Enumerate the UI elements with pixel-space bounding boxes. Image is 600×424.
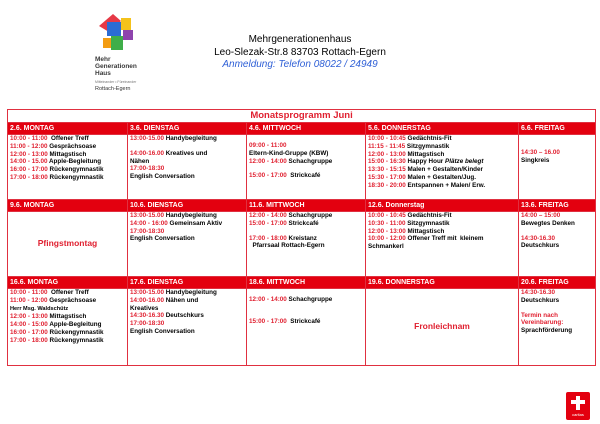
entry-activity: Gemeinsam Aktiv bbox=[167, 219, 223, 227]
entry-note: Plätze belegt bbox=[445, 158, 484, 166]
day-header: 2.6. MONTAG bbox=[8, 123, 128, 135]
schedule-entry bbox=[10, 297, 125, 305]
day-header: 20.6. FREITAG bbox=[519, 277, 596, 289]
schedule-entry bbox=[368, 135, 516, 143]
schedule-entry bbox=[10, 151, 125, 159]
entry-activity: Herr Msg. Waldschütz bbox=[10, 305, 69, 312]
entry-time: 14:30 – 16.00 bbox=[521, 149, 560, 156]
entry-activity: Offener Treff bbox=[47, 135, 89, 142]
schedule-entry bbox=[368, 220, 516, 228]
schedule-entry bbox=[249, 172, 363, 180]
entry-activity: Strickcafé bbox=[286, 172, 321, 180]
schedule-entry bbox=[10, 321, 125, 329]
schedule-entry bbox=[368, 243, 516, 251]
entry-time: 14:30-16.30 bbox=[521, 234, 555, 242]
schedule-entry bbox=[130, 212, 244, 220]
entry-activity: Kreatives und bbox=[163, 149, 208, 157]
schedule-entry bbox=[10, 143, 125, 151]
monthly-program-table bbox=[7, 109, 596, 366]
entry-time: 13:00-15.00 bbox=[130, 289, 164, 296]
entry-activity: Gedächtnis-Fit bbox=[405, 135, 452, 142]
entry-activity: Sitzgymnastik bbox=[405, 142, 450, 150]
entry-time: 12:00 - 14:00 bbox=[249, 296, 287, 303]
schedule-entry bbox=[130, 135, 244, 143]
entry-time: 12:00 - 13:00 bbox=[368, 150, 406, 158]
day-header: 4.6. MITTWOCH bbox=[247, 123, 366, 135]
day-schedule bbox=[128, 212, 247, 277]
entry-time: 15:00 - 17:00 bbox=[249, 317, 287, 325]
day-schedule bbox=[519, 212, 596, 277]
entry-activity: Rückengymnastik bbox=[47, 166, 104, 174]
entry-time: 17:00 - 18:00 bbox=[249, 234, 287, 242]
week-content-row bbox=[8, 289, 596, 366]
entry-time: 11:15 - 11:45 bbox=[368, 142, 406, 150]
entry-activity: Mittagstisch bbox=[405, 227, 445, 235]
day-header: 6.6. FREITAG bbox=[519, 123, 596, 135]
entry-activity: Gesprächsoase bbox=[47, 142, 97, 150]
schedule-entry bbox=[130, 289, 244, 297]
entry-activity: Eltern-Kind-Gruppe (KBW) bbox=[249, 149, 329, 157]
entry-activity: Entspannen + Malen/ Erw. bbox=[405, 181, 486, 189]
schedule-entry bbox=[130, 228, 244, 236]
schedule-entry bbox=[368, 151, 516, 159]
schedule-entry bbox=[249, 296, 363, 304]
entry-time: 15:00 - 16:30 bbox=[368, 158, 406, 166]
entry-activity: English Conversation bbox=[130, 235, 195, 243]
entry-activity: Sprachförderung bbox=[521, 327, 573, 335]
day-header: 9.6. MONTAG bbox=[8, 200, 128, 212]
schedule-entry bbox=[130, 305, 244, 313]
entry-activity: Handybegleitung bbox=[163, 289, 217, 296]
schedule-entry bbox=[10, 305, 125, 314]
day-schedule bbox=[519, 289, 596, 366]
schedule-entry bbox=[368, 212, 516, 220]
entry-time: 18:30 - 20:00 bbox=[368, 181, 406, 189]
entry-time: 13:30 - 15:15 bbox=[368, 166, 406, 174]
entry-time: 10:00 - 10:45 bbox=[368, 135, 406, 142]
schedule-entry bbox=[368, 174, 516, 182]
house-logo-icon bbox=[95, 12, 145, 54]
entry-activity: Strickcafé bbox=[286, 219, 319, 227]
day-schedule bbox=[247, 135, 366, 200]
schedule-entry bbox=[249, 142, 363, 150]
schedule-entry bbox=[249, 318, 363, 326]
mehrgenerationenhaus-logo bbox=[95, 12, 165, 92]
schedule-entry bbox=[10, 166, 125, 174]
day-schedule bbox=[366, 289, 519, 366]
entry-time: 10:00 - 12:00 bbox=[368, 235, 406, 243]
schedule-entry bbox=[249, 242, 363, 250]
day-header-row bbox=[8, 200, 596, 212]
entry-time: 17:00 - 18:00 bbox=[10, 173, 48, 181]
note-text: Vereinbarung: bbox=[521, 319, 564, 327]
day-header: 13.6. FREITAG bbox=[519, 200, 596, 212]
schedule-entry bbox=[249, 158, 363, 166]
day-header-row bbox=[8, 123, 596, 135]
day-header: 12.6. Donnerstag bbox=[366, 200, 519, 212]
schedule-entry bbox=[249, 212, 363, 220]
day-schedule bbox=[519, 135, 596, 200]
entry-activity: Nähen bbox=[130, 157, 150, 165]
week-content-row bbox=[8, 135, 596, 200]
entry-time: 12:00 - 13:00 bbox=[10, 313, 48, 321]
schedule-entry bbox=[10, 135, 125, 143]
schedule-entry bbox=[521, 157, 593, 165]
day-schedule bbox=[247, 212, 366, 277]
entry-time: 17:00 - 18:00 bbox=[10, 336, 48, 344]
schedule-entry bbox=[130, 312, 244, 320]
entry-time: 10:30 - 11:00 bbox=[368, 219, 406, 227]
entry-time: 15:00 - 17:00 bbox=[249, 172, 287, 180]
entry-activity: Offener Treff bbox=[47, 289, 89, 296]
note-text: Termin nach bbox=[521, 311, 558, 319]
entry-activity: Gedächtnis-Fit bbox=[405, 212, 452, 219]
entry-time: 10:00 - 10:45 bbox=[368, 212, 406, 219]
holiday-label: Pfingstmontag bbox=[37, 238, 98, 249]
entry-time: 14:00 - 16:00 bbox=[130, 219, 168, 227]
entry-time: 16:00 - 17:00 bbox=[10, 328, 48, 336]
entry-time: 13:00-15.00 bbox=[130, 212, 164, 219]
day-header: 10.6. DIENSTAG bbox=[128, 200, 247, 212]
organization-name: Mehrgenerationenhaus bbox=[248, 34, 352, 45]
entry-activity: Mittagstisch bbox=[47, 313, 87, 321]
schedule-entry bbox=[10, 289, 125, 297]
schedule-entry bbox=[521, 242, 593, 250]
holiday-label: Fronleichnam bbox=[414, 321, 470, 332]
entry-activity: Kreatives bbox=[130, 304, 159, 312]
schedule-entry bbox=[521, 149, 593, 157]
schedule-entry bbox=[130, 158, 244, 166]
entry-activity: Rückengymnastik bbox=[47, 328, 104, 336]
schedule-entry bbox=[10, 313, 125, 321]
day-header: 17.6. DIENSTAG bbox=[128, 277, 247, 289]
entry-time: 14:00 – 15:00 bbox=[521, 212, 561, 219]
schedule-entry bbox=[521, 327, 593, 335]
schedule-entry bbox=[10, 329, 125, 337]
logo-place: Rottach-Egern bbox=[95, 86, 131, 92]
entry-time: 15:30 - 17:00 bbox=[368, 173, 406, 181]
day-header: 19.6. DONNERSTAG bbox=[366, 277, 519, 289]
entry-activity: Bewegtes Denken bbox=[521, 219, 575, 227]
logo-name: Mehr Generationen Haus bbox=[95, 56, 137, 77]
entry-activity: Kreistanz bbox=[286, 234, 317, 242]
day-header: 11.6. MITTWOCH bbox=[247, 200, 366, 212]
entry-activity: Schachgruppe bbox=[286, 212, 333, 219]
schedule-entry bbox=[249, 150, 363, 158]
entry-activity: Strickcafé bbox=[286, 317, 321, 325]
entry-activity: Happy Hour bbox=[405, 158, 445, 166]
entry-activity: Malen + Gestalten/Kinder bbox=[405, 166, 483, 174]
entry-activity: Rückengymnastik bbox=[47, 336, 104, 344]
day-schedule bbox=[247, 289, 366, 366]
entry-activity: Pfarrsaal Rottach-Egern bbox=[249, 242, 325, 250]
entry-time: 14:00 - 15:00 bbox=[10, 321, 48, 329]
entry-activity: Singkreis bbox=[521, 156, 550, 164]
entry-activity: Schachgruppe bbox=[286, 157, 333, 165]
schedule-entry bbox=[10, 174, 125, 182]
schedule-entry bbox=[10, 337, 125, 345]
entry-activity: Apple-Begleitung bbox=[47, 321, 102, 329]
schedule-entry bbox=[368, 166, 516, 174]
schedule-entry bbox=[368, 182, 516, 190]
entry-activity: Apple-Begleitung bbox=[47, 158, 102, 166]
day-schedule bbox=[128, 289, 247, 366]
entry-activity: English Conversation bbox=[130, 327, 195, 335]
day-header-row bbox=[8, 277, 596, 289]
schedule-entry bbox=[130, 220, 244, 228]
schedule-entry bbox=[521, 212, 593, 220]
schedule-entry bbox=[521, 319, 593, 327]
entry-time: 13:00-15.00 bbox=[130, 135, 164, 142]
day-header: 16.6. MONTAG bbox=[8, 277, 128, 289]
entry-time: 15:00 - 17:00 bbox=[249, 219, 287, 227]
entry-activity: English Conversation bbox=[130, 173, 195, 181]
day-schedule bbox=[128, 135, 247, 200]
schedule-entry bbox=[368, 228, 516, 236]
entry-activity: Deutschkurs bbox=[163, 312, 204, 320]
entry-time: 14:30-16.30 bbox=[521, 289, 555, 296]
entry-time: 09:00 - 11:00 bbox=[249, 142, 287, 149]
entry-activity: Mittagstisch bbox=[47, 150, 87, 158]
entry-time: 12:00 - 13:00 bbox=[368, 227, 406, 235]
day-header: 5.6. DONNERSTAG bbox=[366, 123, 519, 135]
caritas-logo: caritas bbox=[566, 392, 590, 420]
logo-subtitle: Mitteinander • Füreinander bbox=[95, 80, 137, 84]
schedule-entry bbox=[521, 289, 593, 297]
entry-time: 14:30-16.30 bbox=[130, 312, 164, 320]
entry-time: 12:00 - 14:00 bbox=[249, 212, 287, 219]
schedule-entry bbox=[521, 312, 593, 320]
schedule-entry bbox=[130, 235, 244, 243]
day-schedule bbox=[366, 135, 519, 200]
schedule-entry bbox=[10, 158, 125, 166]
entry-activity: Handybegleitung bbox=[163, 212, 217, 219]
program-title: Monatsprogramm Juni bbox=[8, 110, 596, 123]
entry-time: 14:00-16.00 bbox=[130, 149, 164, 157]
schedule-entry bbox=[130, 320, 244, 328]
entry-activity: Deutschkurs bbox=[521, 242, 560, 250]
entry-activity: Schachgruppe bbox=[286, 296, 333, 303]
entry-activity: Offener Treff mit kleinem bbox=[405, 235, 484, 243]
entry-time: 10:00 - 11:00 bbox=[10, 135, 48, 142]
entry-activity: Mittagstisch bbox=[405, 150, 445, 158]
entry-activity: Gesprächsoase bbox=[47, 296, 97, 304]
schedule-entry bbox=[521, 235, 593, 243]
entry-activity: Sitzgymnastik bbox=[405, 219, 450, 227]
entry-activity: Nähen und bbox=[163, 296, 199, 304]
day-schedule bbox=[8, 212, 128, 277]
entry-time: 11:00 - 12:00 bbox=[10, 296, 48, 304]
schedule-entry bbox=[130, 173, 244, 181]
entry-time: 12:00 - 14:00 bbox=[249, 157, 287, 165]
schedule-entry bbox=[130, 150, 244, 158]
schedule-entry bbox=[130, 328, 244, 336]
schedule-entry bbox=[521, 220, 593, 228]
entry-time: 17:00-18:30 bbox=[130, 165, 165, 173]
day-header: 18.6. MITTWOCH bbox=[247, 277, 366, 289]
day-schedule bbox=[8, 289, 128, 366]
schedule-entry bbox=[249, 220, 363, 228]
entry-activity: Rückengymnastik bbox=[47, 173, 104, 181]
entry-time: 11:00 - 12:00 bbox=[10, 142, 48, 150]
schedule-entry bbox=[368, 235, 516, 243]
schedule-entry bbox=[249, 235, 363, 243]
schedule-entry bbox=[368, 143, 516, 151]
address-line: Leo-Slezak-Str.8 83703 Rottach-Egern bbox=[214, 46, 386, 58]
address-header bbox=[180, 34, 420, 72]
schedule-entry bbox=[521, 297, 593, 305]
entry-activity: Schmankerl bbox=[368, 243, 404, 251]
entry-time: 10:00 - 11:00 bbox=[10, 289, 48, 296]
day-schedule bbox=[8, 135, 128, 200]
entry-activity: Deutschkurs bbox=[521, 296, 560, 304]
entry-time: 14:00-16.00 bbox=[130, 296, 164, 304]
week-content-row bbox=[8, 212, 596, 277]
entry-time: 16:00 - 17:00 bbox=[10, 166, 48, 174]
entry-activity: Handybegleitung bbox=[163, 135, 217, 142]
registration-phone: Anmeldung: Telefon 08022 / 24949 bbox=[222, 59, 378, 70]
entry-time: 17:00-18:30 bbox=[130, 227, 165, 235]
schedule-entry bbox=[368, 158, 516, 166]
entry-time: 17:00-18:30 bbox=[130, 320, 165, 328]
entry-time: 12:00 - 13:00 bbox=[10, 150, 48, 158]
entry-activity: Malen + Gestalten/Jug. bbox=[405, 173, 476, 181]
schedule-entry bbox=[130, 297, 244, 305]
schedule-entry bbox=[130, 165, 244, 173]
day-header: 3.6. DIENSTAG bbox=[128, 123, 247, 135]
day-schedule bbox=[366, 212, 519, 277]
entry-time: 14:00 - 15.00 bbox=[10, 158, 48, 166]
